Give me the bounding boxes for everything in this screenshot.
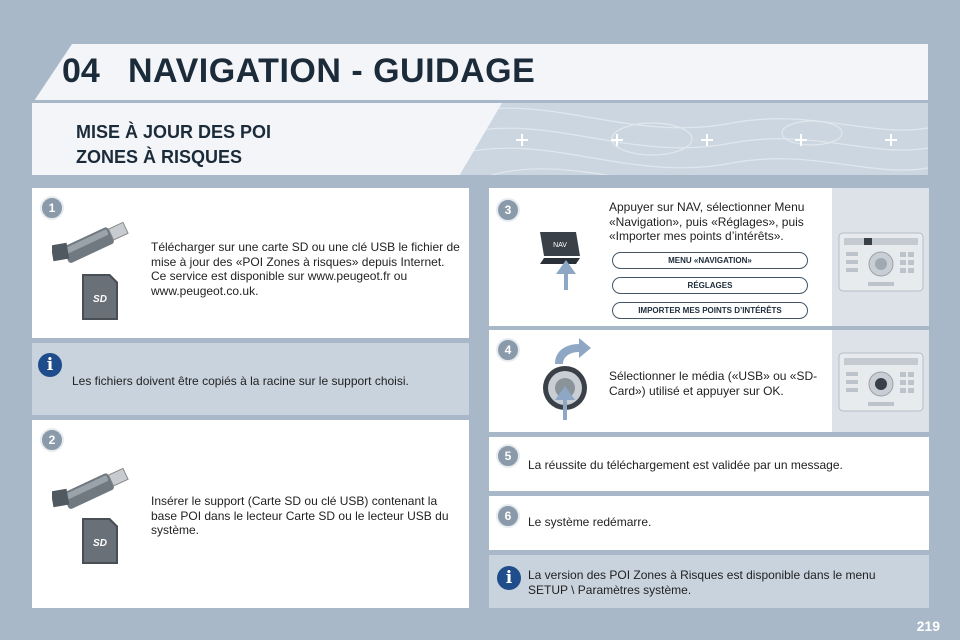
info-icon: i (497, 566, 521, 590)
usb-key-icon (52, 456, 142, 516)
sd-card-icon (80, 272, 120, 322)
step-6-badge: 6 (496, 504, 520, 528)
section-title-line2: ZONES À RISQUES (76, 147, 243, 167)
page-title: NAVIGATION - GUIDAGE (128, 52, 536, 90)
step-1-badge: 1 (40, 196, 64, 220)
svg-text:SD: SD (93, 294, 107, 305)
info-icon: i (38, 353, 62, 377)
step-4-badge: 4 (496, 338, 520, 362)
step-6-text: Le système redémarre. (528, 515, 652, 529)
nav-key-icon (536, 222, 586, 292)
note-1-text: Les fichiers doivent être copiés à la racine sur le support choisi. (72, 374, 409, 388)
menu-navigation-button[interactable]: MENU «NAVIGATION» (612, 252, 808, 269)
nav-key-label: NAV (553, 242, 567, 249)
section-title (76, 120, 271, 170)
step-5-text: La réussite du téléchargement est validée par un message. (528, 458, 843, 472)
section-title-line1: MISE À JOUR DES POI (76, 122, 272, 142)
step-1-text: Télécharger sur une carte SD ou une clé USB le fichier de mise à jour des «POI Zones à risques» depuis Internet. Ce service est disponible sur www.peugeot.fr ou www.peugeot.co.uk. (151, 240, 460, 298)
svg-text:SD: SD (93, 538, 107, 549)
radio-faceplate-icon (838, 352, 924, 412)
reglages-button[interactable]: RÉGLAGES (612, 277, 808, 294)
step-4-text: Sélectionner le média («USB» ou «SD-Card») utilisé et appuyer sur OK. (609, 369, 818, 398)
radio-faceplate-icon (838, 232, 924, 292)
step-2-badge: 2 (40, 428, 64, 452)
step-3-text: Appuyer sur NAV, sélectionner Menu «Navigation», puis «Réglages», puis «Importer mes points d’intérêts». (609, 200, 805, 243)
note-2-text: La version des POI Zones à Risques est disponible dans le menu SETUP \ Paramètres système. (528, 568, 876, 597)
usb-key-icon (52, 210, 142, 270)
step-3-badge: 3 (496, 198, 520, 222)
chapter-number: 04 (62, 52, 100, 90)
step-5-badge: 5 (496, 444, 520, 468)
step-2-text: Insérer le support (Carte SD ou clé USB) contenant la base POI dans le lecteur Carte SD ou le lecteur USB du système. (151, 494, 449, 537)
sd-card-icon (80, 516, 120, 566)
rotary-knob-icon (535, 336, 605, 426)
import-poi-button[interactable]: IMPORTER MES POINTS D’INTÉRÊTS (612, 302, 808, 319)
page-number: 219 (916, 618, 940, 634)
